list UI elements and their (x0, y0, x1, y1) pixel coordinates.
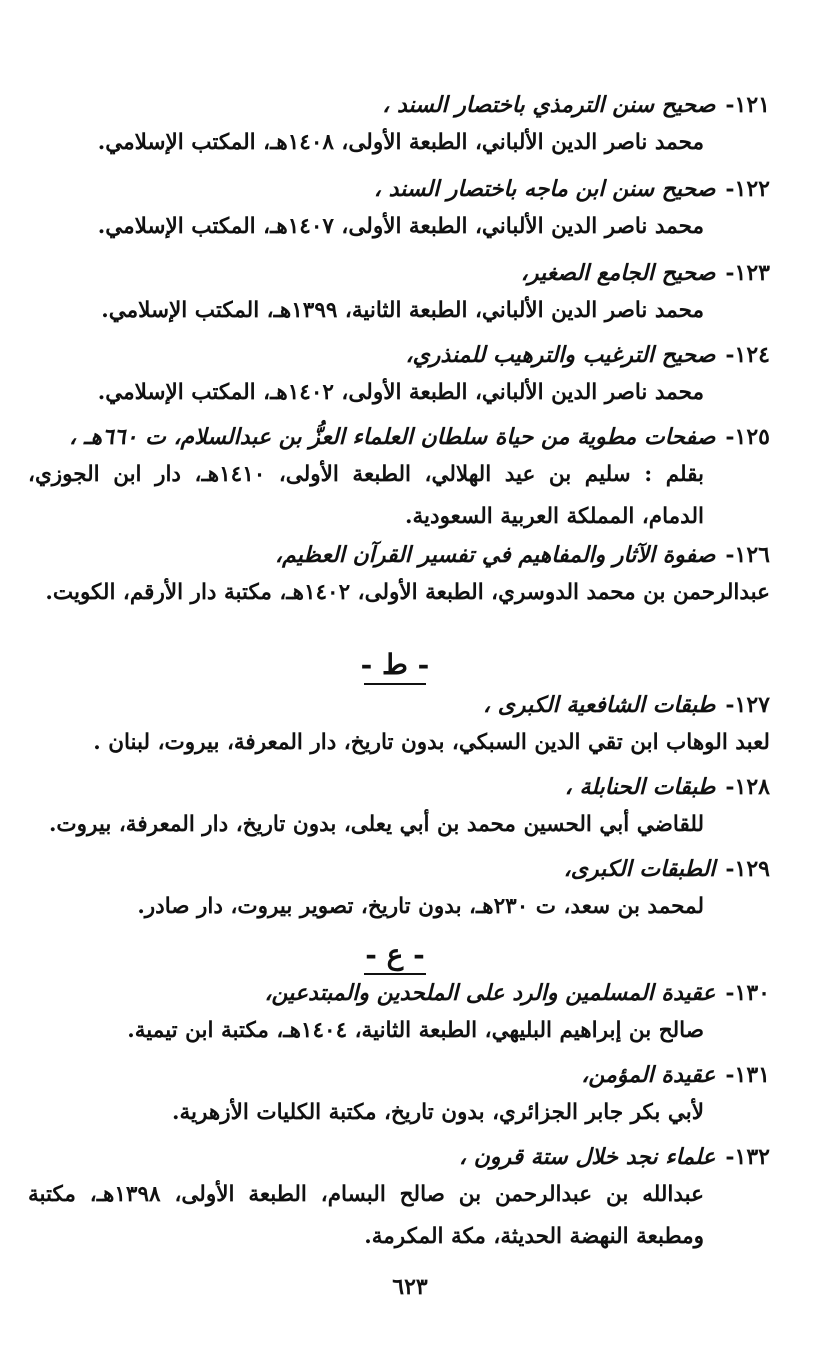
entry-heading: ١٢٩ - الطبقات الكبرى، (28, 852, 770, 886)
section-underline (364, 683, 426, 685)
entry-details: بقلم : سليم بن عيد الهلالي، الطبعة الأولى، ١٤١٠هـ، دار ابن الجوزي، الدمام، المملكة العربية السعودية. (28, 462, 705, 529)
section-letter: - ط - (360, 648, 430, 681)
entry-title: طبقات الحنابلة ، (564, 774, 716, 800)
entry-number: ١٢٩ (734, 856, 770, 882)
entry-heading: ١٣٢ - علماء نجد خلال ستة قرون ، (28, 1140, 770, 1174)
bibliography-entry (28, 256, 770, 332)
section-letter-heading (350, 938, 440, 975)
section-underline (364, 973, 426, 975)
page-number: ٦٢٣ (392, 1274, 428, 1300)
entry-heading: ١٢٥ - صفحات مطوية من حياة سلطان العلماء العزُّ بن عبدالسلام، ت ٦٦٠هـ ، (28, 420, 770, 454)
section-letter: - ع - (365, 938, 425, 971)
entry-title: صحيح سنن ابن ماجه باختصار السند ، (373, 176, 716, 202)
entry-heading: ١٢٦ - صفوة الآثار والمفاهيم في تفسير القرآن العظيم، (28, 538, 770, 572)
entry-title: صحيح الترغيب والترهيب للمنذري، (405, 342, 716, 368)
entry-details: محمد ناصر الدين الألباني، الطبعة الأولى، ١٤٠٨هـ، المكتب الإسلامي. (97, 130, 704, 155)
entry-number: ١٢٣ (734, 260, 770, 286)
entry-number: ١٢٤ (734, 342, 770, 368)
entry-title: صفحات مطوية من حياة سلطان العلماء العزُّ بن عبدالسلام، ت ٦٦٠هـ ، (69, 424, 716, 450)
bibliography-entry (28, 1058, 770, 1134)
entry-number: ١٢٥ (734, 424, 770, 450)
entry-heading: ١٣٠ - عقيدة المسلمين والرد على الملحدين والمبتدعين، (28, 976, 770, 1010)
entry-number: ١٢٨ (734, 774, 770, 800)
entry-details: لأبي بكر جابر الجزائري، بدون تاريخ، مكتبة الكليات الأزهرية. (172, 1100, 704, 1125)
entry-heading: ١٢٨ - طبقات الحنابلة ، (28, 770, 770, 804)
entry-details: محمد ناصر الدين الألباني، الطبعة الثانية، ١٣٩٩هـ، المكتب الإسلامي. (101, 298, 704, 323)
entry-number: ١٣٠ (734, 980, 770, 1006)
entry-details: عبدالرحمن بن محمد الدوسري، الطبعة الأولى، ١٤٠٢هـ، مكتبة دار الأرقم، الكويت. (45, 580, 770, 605)
entry-title: طبقات الشافعية الكبرى ، (482, 692, 716, 718)
entry-number: ١٣٢ (734, 1144, 770, 1170)
entry-title: صفوة الآثار والمفاهيم في تفسير القرآن العظيم، (275, 542, 716, 568)
entry-details: للقاضي أبي الحسين محمد بن أبي يعلى، بدون تاريخ، دار المعرفة، بيروت. (48, 812, 704, 837)
entry-heading: ١٢٤ - صحيح الترغيب والترهيب للمنذري، (28, 338, 770, 372)
entry-number: ١٢٦ (734, 542, 770, 568)
bibliography-entry (28, 420, 770, 538)
entry-number: ١٢٢ (734, 176, 770, 202)
entry-number: ١٢٧ (734, 692, 770, 718)
bibliography-entry (28, 976, 770, 1052)
bibliography-entry (28, 770, 770, 846)
entry-details: محمد ناصر الدين الألباني، الطبعة الأولى، ١٤٠٧هـ، المكتب الإسلامي. (97, 214, 704, 239)
entry-title: صحيح سنن الترمذي باختصار السند ، (382, 92, 716, 118)
entry-details: لمحمد بن سعد، ت ٢٣٠هـ، بدون تاريخ، تصوير بيروت، دار صادر. (137, 894, 704, 919)
entry-details: صالح بن إبراهيم البليهي، الطبعة الثانية، ١٤٠٤هـ، مكتبة ابن تيمية. (127, 1018, 704, 1043)
entry-title: صحيح الجامع الصغير، (520, 260, 716, 286)
entry-details: محمد ناصر الدين الألباني، الطبعة الأولى، ١٤٠٢هـ، المكتب الإسلامي. (97, 380, 704, 405)
entry-details: لعبد الوهاب ابن تقي الدين السبكي، بدون تاريخ، دار المعرفة، بيروت، لبنان . (93, 730, 770, 755)
bibliography-entry (28, 1140, 770, 1258)
entry-heading: ١٢٧ - طبقات الشافعية الكبرى ، (28, 688, 770, 722)
bibliography-entry (28, 538, 770, 614)
entry-title: الطبقات الكبرى، (563, 856, 716, 882)
entry-title: علماء نجد خلال ستة قرون ، (458, 1144, 716, 1170)
section-letter-heading (350, 648, 440, 685)
entry-number: ١٢١ (734, 92, 770, 118)
bibliography-entry (28, 688, 770, 764)
entry-title: عقيدة المسلمين والرد على الملحدين والمبتدعين، (264, 980, 716, 1006)
entry-heading: ١٣١ - عقيدة المؤمن، (28, 1058, 770, 1092)
bibliography-entry (28, 88, 770, 164)
entry-heading: ١٢٣ - صحيح الجامع الصغير، (28, 256, 770, 290)
bibliography-entry (28, 172, 770, 248)
entry-number: ١٣١ (734, 1062, 770, 1088)
entry-heading: ١٢١ - صحيح سنن الترمذي باختصار السند ، (28, 88, 770, 122)
entry-details: عبدالله بن عبدالرحمن بن صالح البسام، الطبعة الأولى، ١٣٩٨هـ، مكتبة ومطبعة النهضة الحديثة، مكة المكرمة. (28, 1182, 705, 1249)
bibliography-entry (28, 852, 770, 928)
entry-title: عقيدة المؤمن، (581, 1062, 716, 1088)
entry-heading: ١٢٢ - صحيح سنن ابن ماجه باختصار السند ، (28, 172, 770, 206)
bibliography-entry (28, 338, 770, 414)
